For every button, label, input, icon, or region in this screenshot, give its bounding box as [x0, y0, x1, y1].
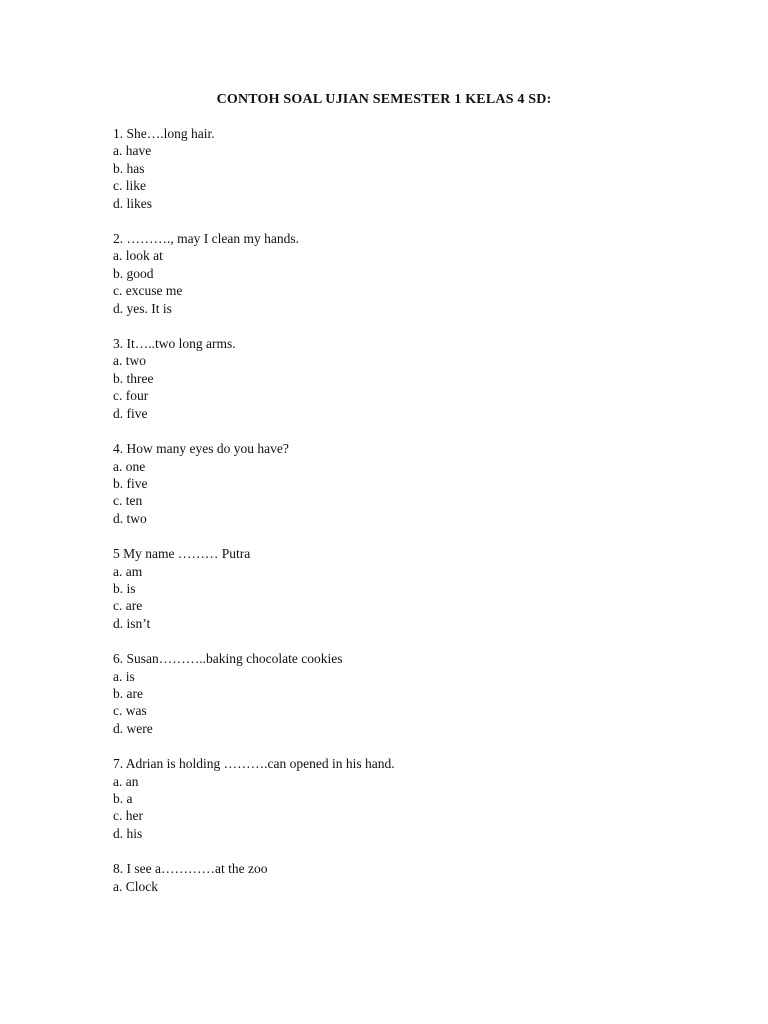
answer-option: d. likes	[113, 195, 152, 211]
answer-option: c. her	[113, 808, 143, 824]
answer-option: d. his	[113, 825, 143, 841]
question-6	[113, 650, 673, 737]
answer-option: a. an	[113, 773, 139, 789]
answer-option: c. four	[113, 388, 149, 404]
question-text: 7. Adrian is holding ……….can opened in his hand.	[113, 756, 395, 772]
answer-option: a. have	[113, 143, 152, 159]
answer-option: d. two	[113, 510, 147, 526]
answer-option: c. like	[113, 178, 146, 194]
document-title: CONTOH SOAL UJIAN SEMESTER 1 KELAS 4 SD:	[216, 92, 552, 107]
answer-option: b. has	[113, 160, 145, 176]
question-text: 5 My name ……… Putra	[113, 546, 251, 562]
answer-option: c. ten	[113, 493, 143, 509]
question-2	[113, 230, 673, 317]
question-1	[113, 125, 673, 212]
question-text: 6. Susan………..baking chocolate cookies	[113, 651, 343, 667]
question-text: 8. I see a…………at the zoo	[113, 861, 268, 877]
answer-option: b. good	[113, 265, 154, 281]
question-3	[113, 335, 673, 422]
answer-option: b. three	[113, 370, 154, 386]
answer-option: a. one	[113, 458, 146, 474]
question-text: 1. She….long hair.	[113, 126, 215, 141]
answer-option: d. five	[113, 405, 148, 421]
answer-option: d. yes. It is	[113, 300, 172, 316]
answer-option: a. is	[113, 668, 135, 684]
question-8	[113, 860, 673, 895]
answer-option: a. look at	[113, 248, 163, 264]
answer-option: d. were	[113, 720, 153, 736]
answer-option: c. excuse me	[113, 283, 183, 299]
answer-option: c. are	[113, 598, 143, 614]
question-text: 3. It…..two long arms.	[113, 336, 236, 352]
answer-option: b. is	[113, 580, 136, 596]
answer-option: b. are	[113, 685, 143, 701]
answer-option: c. was	[113, 703, 147, 719]
answer-option: b. a	[113, 791, 133, 806]
question-5	[113, 545, 673, 632]
answer-option: a. am	[113, 563, 143, 579]
answer-option: a. two	[113, 353, 146, 369]
answer-option: d. isn’t	[113, 615, 151, 631]
answer-option: b. five	[113, 475, 148, 491]
answer-option: a. Clock	[113, 878, 158, 894]
question-text: 2. ………., may I clean my hands.	[113, 231, 299, 247]
question-4	[113, 440, 673, 527]
question-list	[113, 125, 673, 913]
question-7	[113, 755, 673, 842]
question-text: 4. How many eyes do you have?	[113, 441, 289, 457]
